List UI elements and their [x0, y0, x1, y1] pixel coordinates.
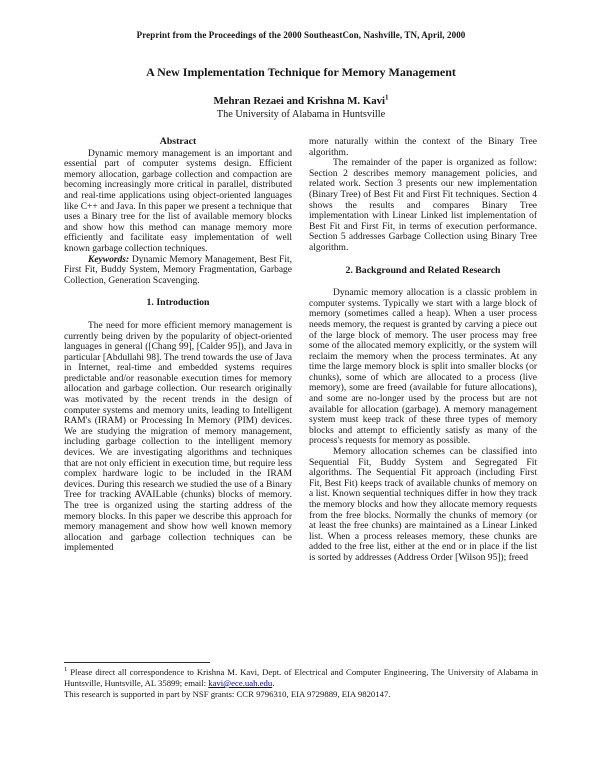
continuation-paragraph: more naturally within the context of the Binary Tree algorithm.	[309, 137, 537, 158]
footnote-line-1	[64, 667, 538, 689]
keywords-paragraph	[64, 255, 292, 287]
intro-paragraph: The need for more efficient memory management is currently being driven by the popularity of object-oriented languages in general ([Chang 99], [Calder 95]), and Java in particular [Abdullahi 98]. The trend towards the use of Java in Internet, real-time and embedded systems requires predictable and/or reasonable execution times for memory allocation and garbage collection. Our research originally was motivated by the recent trends in the design of computer systems and memory units, leading to Intelligent RAM's (IRAM) or Processing In Memory (PIM) devices. We are studying the migration of memory management, including garbage collection to the intelligent memory devices. We are investigating algorithms and techniques that are not only efficient in execution time, but require less complex hardware logic to be included in the IRAM devices. During this research we studied the use of a Binary Tree for tracking AVAILable (chunks) blocks of memory. The tree is organized using the starting address of the memory blocks. In this paper we describe this approach for memory management and show how well known memory allocation and garbage collection techniques can be implemented	[64, 320, 292, 554]
authors-names: Mehran Rezaei and Krishna M. Kavi	[213, 95, 386, 107]
right-column	[309, 137, 537, 564]
section-1-heading: 1. Introduction	[146, 297, 210, 309]
footnote-mark: 1	[64, 666, 68, 674]
footnote-rule	[64, 662, 210, 663]
keywords-label: Keywords:	[88, 254, 130, 265]
footnote-text-after-email: .	[272, 678, 275, 688]
footnote-text-before-email: Please direct all correspondence to Krishna M. Kavi, Dept. of Electrical and Computer Engineering, The University of Alabama in Huntsville, Huntsville, AL 35899; email:	[64, 667, 538, 688]
section-2-heading: 2. Background and Related Research	[345, 264, 501, 276]
paper-title: A New Implementation Technique for Memory Management	[146, 65, 456, 79]
left-column	[64, 137, 292, 564]
background-paragraph-2: Memory allocation schemes can be classified into Sequential Fit, Buddy System and Segregated Fit algorithms. The Sequential Fit approach (including First Fit, Best Fit) keeps track of available chunks of memory on a list. Known sequential techniques differ in how they track the memory blocks and how they allocate memory requests from the free blocks. Normally the chunks of memory (or at least the free chunks) are maintained as a Linear Linked list. When a process releases memory, these chunks are added to the free list, either at the end or in place if the list is sorted by addresses (Address Order [Wilson 95]); freed	[309, 447, 537, 563]
footnote-line-2: This research is supported in part by NSF grants: CCR 9796310, EIA 9729889, EIA 9820147.	[64, 689, 391, 699]
affiliation: The University of Alabama in Huntsville	[216, 109, 386, 120]
organization-paragraph: The remainder of the paper is organized as follow: Section 2 describes memory management policies, and related work. Section 3 presents our new implementation (Binary Tree) of Best Fit and First Fit techniques. Section 4 shows the results and compares Binary Tree implementation with Linear Linked list implementation of Best Fit and First Fit, in terms of execution performance. Section 5 addresses Garbage Collection using Binary Tree algorithm.	[309, 158, 537, 253]
preprint-header: Preprint from the Proceedings of the 2000 SoutheastCon, Nashville, TN, April, 2000	[136, 30, 466, 40]
authors-line	[64, 95, 538, 107]
abstract-paragraph: Dynamic memory management is an important and essential part of computer systems design. Efficient memory allocation, garbage collection and compaction are becoming increasingly more critical in parallel, distributed and real-time applications using object-oriented languages like C++ and Java. In this paper we present a technique that uses a Binary tree for the list of available memory blocks and show how this method can manage memory more efficiently and facilitate easy implementation of well known garbage collection techniques.	[64, 148, 292, 254]
footnote	[64, 662, 538, 700]
abstract-heading: Abstract	[159, 136, 197, 147]
author-footnote-mark: 1	[385, 93, 389, 102]
two-column-body	[64, 137, 538, 564]
email-link[interactable]: kavi@ece.uah.edu	[208, 678, 273, 688]
keywords-text: Dynamic Memory Management, Best Fit, First Fit, Buddy System, Memory Fragmentation, Garbage Collection, Generation Scavenging.	[64, 254, 292, 286]
background-paragraph-1: Dynamic memory allocation is a classic problem in computer systems. Typically we start with a large block of memory (sometimes called a heap). When a user process needs memory, the request is granted by carving a piece out of the large block of memory. The user process may free some of the allocated memory explicitly, or the system will reclaim the memory when the process terminates. At any time the large memory block is split into smaller blocks (or chunks), some of which are allocated to a process (live memory), some are freed (available for future allocations), and some are no-longer used by the process but are not available for allocation (garbage). A memory management system must keep track of these three types of memory blocks and attempt to efficiently satisfy as many of the process's requests for memory as possible.	[309, 288, 537, 447]
